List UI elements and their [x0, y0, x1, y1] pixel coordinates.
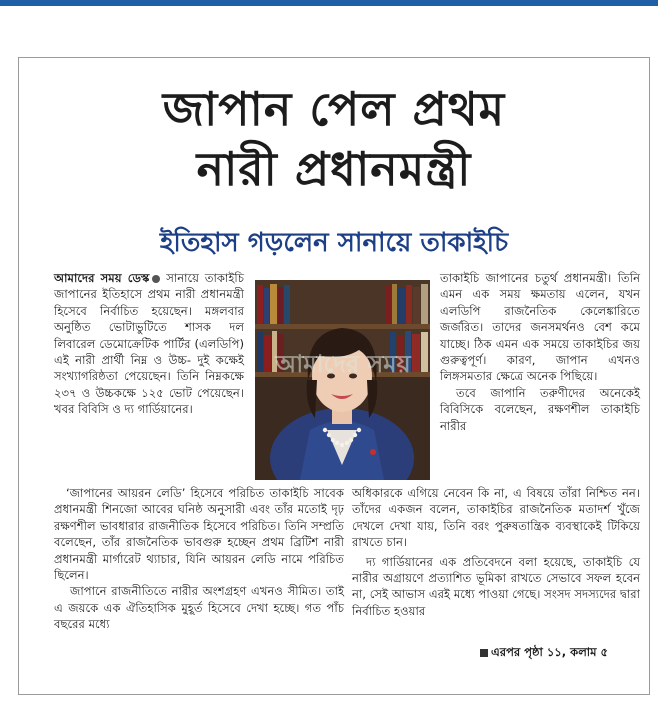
bullet-dot-icon [152, 275, 160, 283]
article-column-1-bottom [54, 485, 344, 633]
photo-watermark: আমাদের সময় [275, 350, 411, 378]
continuation-text: এরপর পৃষ্ঠা ১১, কলাম ৫ [491, 645, 608, 659]
headline-line-2: নারী প্রধানমন্ত্রী [196, 142, 472, 196]
body-paragraph-5: দ্য গার্ডিয়ানের এক প্রতিবেদনে বলা হয়েছে, তাকাইচি যে নারীর অগ্রায়ণে প্রত্যাশিত ভূমিকা রাখতে সেভাবে সফল হবেন না, সেই আভাস এরই মধ্যে পাওয়া গেছে। সংসদ সদস্যদের দ্বারা নির্বাচিত হওয়ার [352, 554, 640, 618]
body-paragraph-2b: জাপানে রাজনীতিতে নারীর অংশগ্রহণ এখনও সীমিত। তাই এ জয়কে এক ঐতিহাসিক মুহূর্ত হিসেবে দেখা হচ্ছে। গত পাঁচ বছরের মধ্যে [54, 584, 344, 632]
top-accent-bar [0, 0, 658, 6]
body-paragraph-2: ‘জাপানের আয়রন লেডি’ হিসেবে পরিচিত তাকাইচি সাবেক প্রধানমন্ত্রী শিনজো আবের ঘনিষ্ঠ অনুসারী এবং তাঁর মতোই দৃঢ় রক্ষণশীল ভাবধারার রাজনীতিক হিসেবে পরিচিত। তিনি সম্প্রতি বলেছেন, তাঁর রাজনৈতিক ভাবগুরু হচ্ছেন প্রথম ব্রিটিশ নারী প্রধানমন্ত্রী মার্গারেট থ্যাচার, যিনি আয়রন লেডি নামে পরিচিত ছিলেন। [54, 486, 344, 583]
body-paragraph-4-cont: অধিকারকে এগিয়ে নেবেন কি না, এ বিষয়ে তাঁরা নিশ্চিত নন। তাঁদের একজন বলেন, তাকাইচির রাজনৈতিক মতাদর্শ খুঁজে দেখলে দেখা যায়, তিনি বরং পুরুষতান্ত্রিক ব্যবস্থাকেই টিকিয়ে রাখতে চান। [352, 486, 640, 550]
body-paragraph-4: তবে জাপানি তরুণীদের অনেকেই বিবিসিকে বলেছেন, রক্ষণশীল তাকাইচি নারীর [440, 385, 640, 433]
body-paragraph-1: সানায়ে তাকাইচি জাপানের ইতিহাসে প্রথম নারী প্রধানমন্ত্রী হিসেবে নির্বাচিত হয়েছেন। মঙ্গলবার অনুষ্ঠিত ভোটাভুটিতে শাসক দল লিবারেল ডেমোক্রেটিক পার্টির (এলডিপি) এই নারী প্রার্থী নিম্ন ও উচ্চ- দুই কক্ষেই সংখ্যাগরিষ্ঠতা পেয়েছেন। তিনি নিম্নকক্ষে ২৩৭ ও উচ্চকক্ষে ১২৫ ভোট পেয়েছেন। খবর বিবিসি ও দ্য গার্ডিয়ানের। [54, 271, 244, 417]
body-paragraph-3: তাকাইচি জাপানের চতুর্থ প্রধানমন্ত্রী। তিনি এমন এক সময় ক্ষমতায় এলেন, যখন এলডিপি রাজনৈতিক কেলেঙ্কারিতে জর্জরিত। তাদের জনসমর্থনও বেশ কমে যাচ্ছে। ঠিক এমন এক সময়ে তাকাইচির জয় গুরুত্বপূর্ণ। কারণ, জাপান এখনও লিঙ্গসমতার ক্ষেত্রে অনেক পিছিয়ে। [440, 271, 640, 384]
article-column-3-bottom [352, 485, 640, 619]
article-column-3-top [440, 270, 640, 434]
article-column-1-top [54, 270, 244, 418]
continuation-note [480, 644, 642, 663]
headline-line-1: জাপান পেল প্রথম [162, 82, 506, 136]
subheadline: ইতিহাস গড়লেন সানায়ে তাকাইচি [159, 228, 509, 258]
byline: আমাদের সময় ডেস্ক [54, 271, 150, 285]
square-bullet-icon [480, 649, 488, 657]
